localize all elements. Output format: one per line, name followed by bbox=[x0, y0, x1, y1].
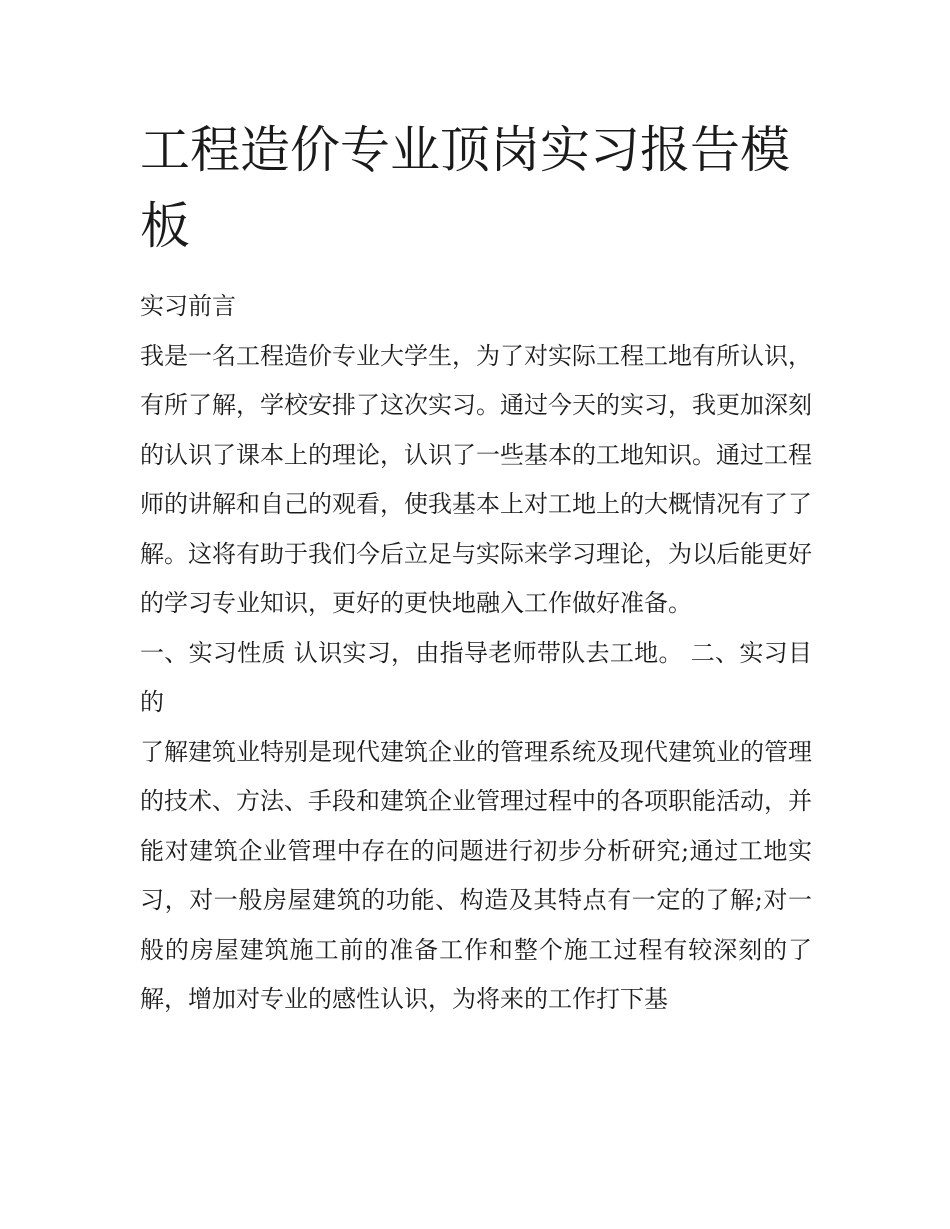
document-page bbox=[140, 112, 812, 1025]
purpose-paragraph: 了解建筑业特别是现代建筑企业的管理系统及现代建筑业的管理的技术、方法、手段和建筑企业管理过程中的各项职能活动，并能对建筑企业管理中存在的问题进行初步分析研究;通过工地实习，对一般房屋建筑的功能、构造及其特点有一定的了解;对一般的房屋建筑施工前的准备工作和整个施工过程有较深刻的了解，增加对专业的感性认识，为将来的工作打下基 bbox=[140, 737, 812, 1013]
preface-heading: 实习前言 bbox=[140, 292, 236, 320]
section-line: 一、实习性质 认识实习，由指导老师带队去工地。 二、实习目的 bbox=[140, 638, 812, 716]
preface-paragraph: 我是一名工程造价专业大学生，为了对实际工程工地有所认识，有所了解，学校安排了这次实习。通过今天的实习，我更加深刻的认识了课本上的理论，认识了一些基本的工地知识。通过工程师的讲解和自己的观看，使我基本上对工地上的大概情况有了了解。这将有助于我们今后立足与实际来学习理论，为以后能更好的学习专业知识，更好的更快地融入工作做好准备。 bbox=[140, 341, 812, 617]
document-title: 工程造价专业顶岗实习报告模板 bbox=[140, 121, 790, 255]
